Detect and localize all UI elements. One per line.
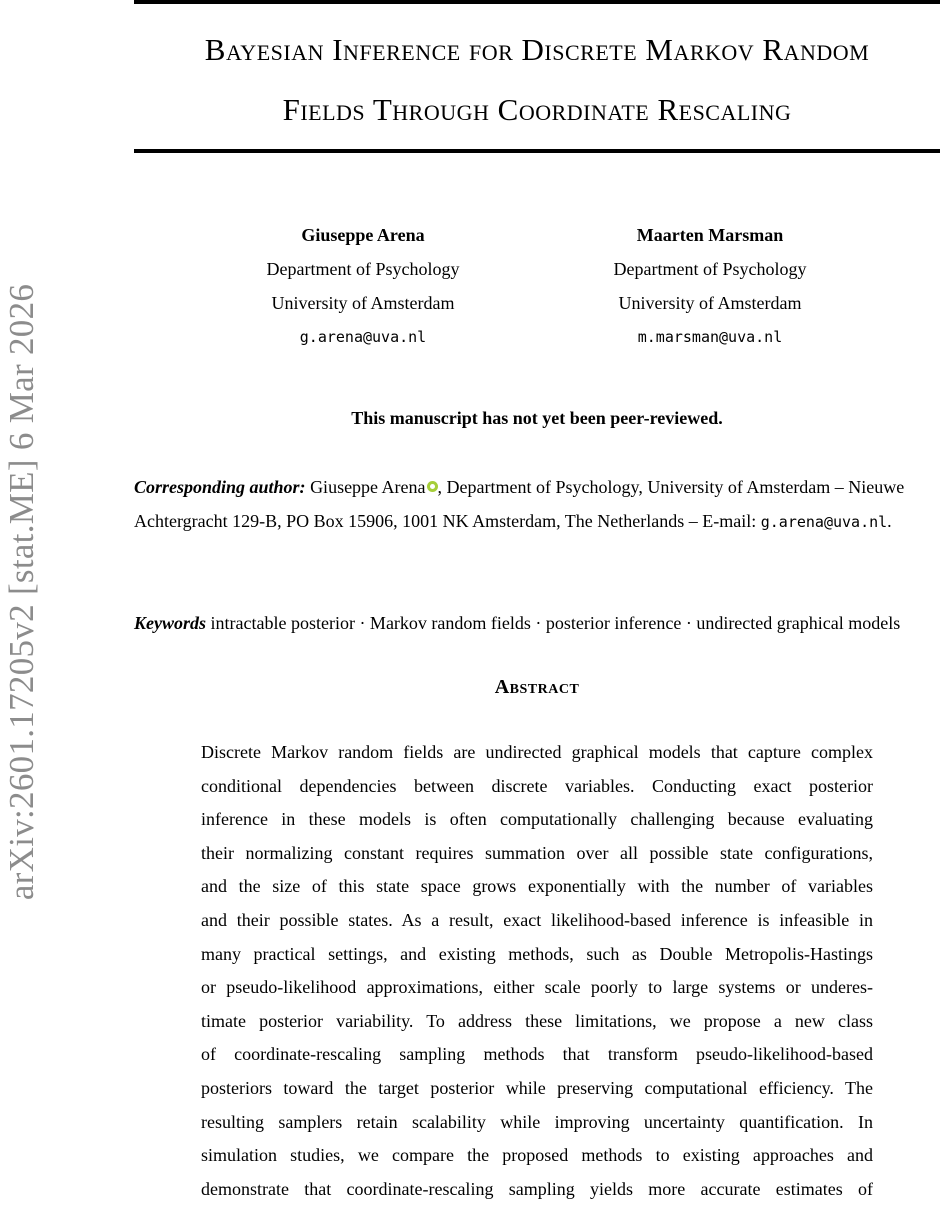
corresponding-author-details: , Department of Psychology, University of Amsterdam – Nieuwe Achtergracht 129-B, PO Box 15906, 1001 NK Amsterdam, The Netherlands – E-mail: [134, 477, 905, 531]
corresponding-author-name: Giuseppe Arena [310, 477, 426, 497]
arxiv-stamp [0, 0, 44, 1200]
author-block-arena [213, 218, 513, 354]
orcid-icon[interactable] [427, 481, 438, 492]
author-institution: University of Amsterdam [271, 293, 455, 313]
paper-title-line-2: Fields Through Coordinate Rescaling [282, 92, 792, 127]
keywords-paragraph [134, 606, 940, 640]
abstract-line: inference in these models is often computationally challenging because evaluating [201, 809, 873, 830]
keywords-text: intractable posterior · Markov random fields · posterior inference · undirected graphical models [210, 613, 901, 633]
abstract-line: and their possible states. As a result, exact likelihood-based inference is infeasible in [201, 909, 873, 930]
abstract-line: their normalizing constant requires summation over all possible state configurations, [201, 842, 873, 863]
abstract-line: posteriors toward the target posterior while preserving computational efficiency. The [201, 1077, 873, 1098]
paper-title-line-1: Bayesian Inference for Discrete Markov Random [204, 32, 870, 67]
corresponding-author-paragraph [134, 470, 940, 539]
keywords-label: Keywords [134, 613, 206, 633]
abstract-line: resulting samplers retain scalability while improving uncertainty quantification. In [201, 1111, 873, 1132]
author-email: m.marsman@uva.nl [637, 328, 783, 346]
corresponding-author-label: Corresponding author: [134, 477, 306, 497]
abstract-heading: Abstract [494, 676, 580, 698]
abstract-line: timate posterior variability. To address these limitations, we propose a new class [201, 1010, 873, 1031]
abstract-line: Discrete Markov random fields are undirected graphical models that capture complex [201, 742, 873, 762]
author-department: Department of Psychology [266, 259, 460, 279]
author-institution: University of Amsterdam [618, 293, 802, 313]
abstract-line: many practical settings, and existing methods, such as Double Metropolis-Hastings [201, 943, 873, 964]
abstract-line: simulation studies, we compare the proposed methods to existing approaches and [201, 1145, 873, 1166]
title-top-rule [134, 0, 940, 4]
abstract-line: demonstrate that coordinate-rescaling sampling yields more accurate estimates of [201, 1178, 873, 1199]
author-name: Maarten Marsman [636, 225, 784, 245]
corresponding-author-email: g.arena@uva.nl [760, 513, 888, 531]
author-block-marsman [560, 218, 860, 354]
abstract-body [201, 736, 873, 1206]
author-email: g.arena@uva.nl [299, 328, 427, 346]
peer-review-notice: This manuscript has not yet been peer-reviewed. [351, 408, 723, 428]
title-bottom-rule [134, 149, 940, 153]
corresponding-author-end: . [887, 511, 892, 531]
author-department: Department of Psychology [613, 259, 807, 279]
abstract-line: of coordinate-rescaling sampling methods that transform pseudo-likelihood-based [201, 1044, 873, 1065]
abstract-line: and the size of this state space grows exponentially with the number of variables [201, 876, 873, 897]
abstract-line: or pseudo-likelihood approximations, either scale poorly to large systems or underes- [201, 977, 873, 998]
arxiv-stamp-text: arXiv:2601.17205v2 [stat.ME] 6 Mar 2026 [2, 283, 41, 901]
author-name: Giuseppe Arena [301, 225, 425, 245]
abstract-line: conditional dependencies between discrete variables. Conducting exact posterior [201, 775, 873, 796]
